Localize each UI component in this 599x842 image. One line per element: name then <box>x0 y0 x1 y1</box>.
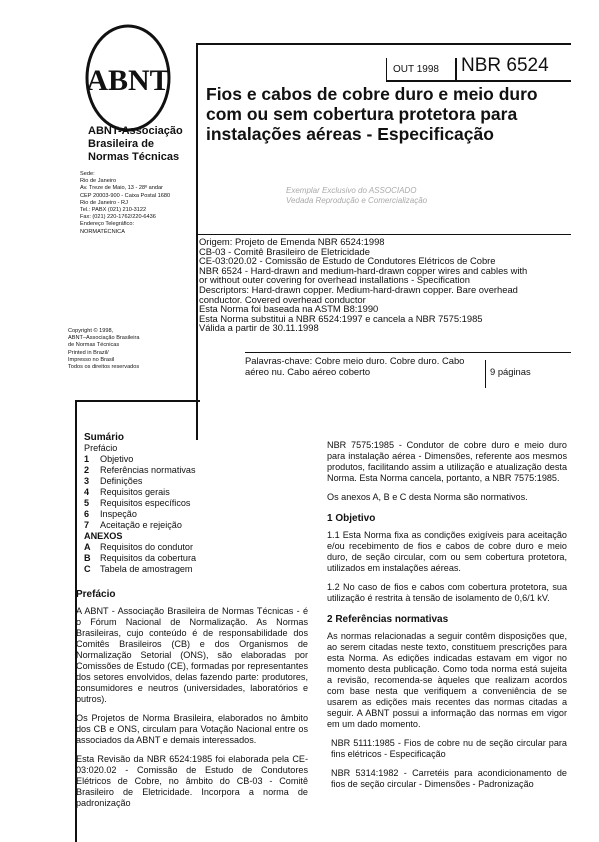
origem-line: or without outer covering for overhead installations - Specification <box>199 274 470 286</box>
sede-line: NORMATÉCNICA <box>80 228 125 235</box>
origem-block <box>199 237 569 333</box>
toc-item <box>84 564 308 575</box>
frame-top-line <box>196 43 571 45</box>
origem-line: Válida a partir de 30.11.1998 <box>199 322 319 334</box>
sede-block <box>80 171 205 236</box>
toc-number: B <box>84 553 91 563</box>
sede-line: Sede: <box>80 171 95 177</box>
origem-line: Origem: Projeto de Emenda NBR 6524:1998 <box>199 236 385 247</box>
norm-code: NBR 6524 <box>461 55 549 76</box>
summary-title: Sumário <box>84 432 125 443</box>
annexes-list <box>84 542 308 575</box>
page-count: 9 páginas <box>490 366 531 377</box>
toc-item <box>84 465 308 476</box>
body-frame-line <box>75 400 200 402</box>
objetivo-paragraph: 1.1 Esta Norma fixa as condições exigíveis para aceitação e/ou recebimento de fios e cabos de cobre duro e meio duro, de seção circular, com ou sem cobertura protetora, utilizados em instalações aéreas. <box>327 530 567 573</box>
toc-label: Inspeção <box>100 509 137 519</box>
toc-number: 7 <box>84 520 90 530</box>
copyright-line: Impresso no Brasil <box>68 356 115 363</box>
preface-paragraph: A ABNT - Associação Brasileira de Normas Técnicas - é o Fórum Nacional de Normalização. As Normas Brasileiras, cujo conteúdo é de responsabilidade dos Comitês Brasileiros (CB) e dos Organismos de Normalização Setorial (ONS), são elaboradas por Comissões de Estudo (CE), formadas por representantes dos setores envolvidos, delas fazendo parte: produtores, consumidores e neutros (universidades, laboratórios e outros). <box>76 606 308 704</box>
keywords-divider <box>245 352 571 353</box>
origem-line: NBR 6524 - Hard-drawn and medium-hard-drawn copper wires and cables with <box>199 264 528 276</box>
summary-list <box>84 454 308 531</box>
toc-label: Tabela de amostragem <box>100 564 193 574</box>
sede-line: Rio de Janeiro <box>80 178 117 185</box>
toc-number: 3 <box>84 476 90 486</box>
toc-item <box>84 520 308 531</box>
toc-label: Requisitos específicos <box>100 498 191 508</box>
watermark-stamp <box>286 186 486 206</box>
toc-item <box>84 553 308 564</box>
toc-number: 1 <box>84 454 90 464</box>
association-name: ABNT-Associação Brasileira de Normas Técnicas <box>88 125 183 163</box>
reference-item: NBR 5314:1982 - Carretéis para acondicionamento de fios de seção circular - Dimensões - Padronização <box>331 768 567 789</box>
sede-line: Fax: (021) 220-1762/220-6436 <box>80 214 156 221</box>
origem-line: CB-03 - Comitê Brasileiro de Eletricidade <box>199 245 370 257</box>
origem-line: CE-03:020.02 - Comissão de Estudo de Condutores Elétricos de Cobre <box>199 255 496 267</box>
reference-item: NBR 5111:1985 - Fios de cobre nu de seção circular para fins elétricos - Especificação <box>331 738 567 759</box>
sede-line: Tel.: PABX (021) 210-3122 <box>80 207 147 214</box>
stamp-line: Exemplar Exclusivo do ASSOCIADO <box>286 186 417 195</box>
copyright-line: Copyright © 1998, <box>68 328 114 334</box>
toc-item <box>84 476 308 487</box>
toc-label: Objetivo <box>100 454 134 464</box>
annexes-title: ANEXOS <box>84 531 123 541</box>
toc-label: Requisitos da cobertura <box>100 553 197 563</box>
toc-number: C <box>84 564 91 574</box>
preface-paragraph: Os Projetos de Norma Brasileira, elaborados no âmbito dos CB e ONS, circulam para Votação Nacional entre os associados da ABNT e demais interessados. <box>76 713 308 745</box>
toc-item <box>84 509 308 520</box>
document-title: Fios e cabos de cobre duro e meio duro com ou sem cobertura protetora para instalações aéreas - Especificação <box>206 84 538 144</box>
toc-label: Requisitos do condutor <box>100 542 194 552</box>
section-referencias-title: 2 Referências normativas <box>327 614 449 625</box>
origem-line: conductor. Covered overhead conductor <box>199 293 366 305</box>
origem-line: Esta Norma foi baseada na ASTM B8:1990 <box>199 303 379 315</box>
toc-item <box>84 487 308 498</box>
sede-line: Av. Treze de Maio, 13 - 28º andar <box>80 185 163 192</box>
toc-label: Definições <box>100 476 143 486</box>
intro-paragraph: NBR 7575:1985 - Condutor de cobre duro e meio duro para instalação aérea - Dimensões, referente aos mesmos produtos, facilitando assim a utilização e atualização desta Norma. Esta Norma cancela, portanto, a NBR 7575:1985. <box>327 440 567 483</box>
toc-label: Requisitos gerais <box>100 487 170 497</box>
keywords: Palavras-chave: Cobre meio duro. Cobre duro. Cabo aéreo nu. Cabo aéreo coberto <box>245 355 465 377</box>
origem-divider <box>196 234 571 235</box>
separator <box>485 360 486 388</box>
toc-number: 5 <box>84 498 90 508</box>
right-column <box>327 440 567 798</box>
summary-preface: Prefácio <box>84 443 118 453</box>
left-column <box>76 432 308 817</box>
sede-line: Rio de Janeiro - RJ <box>80 199 128 206</box>
toc-label: Referências normativas <box>100 465 196 475</box>
stamp-line: Vedada Reprodução e Comercialização <box>286 196 428 205</box>
toc-item <box>84 542 308 553</box>
origem-line: Descriptors: Hard-drawn copper. Medium-hard-drawn copper. Bare overhead <box>199 283 518 295</box>
preface-paragraph: Esta Revisão da NBR 6524:1985 foi elaborada pela CE-03:020.02 - Comissão de Estudo de Condutores Elétricos de Cobre, no âmbito do CB-03 - Comitê Brasileiro de Eletricidade. Incorpora a norma de padronização <box>76 754 308 808</box>
copyright-line: Printed in Brazil/ <box>68 349 109 356</box>
separator <box>386 58 387 82</box>
copyright-line: ABNT–Associação Brasileira <box>68 335 140 342</box>
toc-number: A <box>84 542 91 552</box>
logo-text: ABNT <box>86 64 170 97</box>
reference-underline <box>386 80 571 82</box>
copyright-line: de Normas Técnicas <box>68 342 120 349</box>
referencias-paragraph: As normas relacionadas a seguir contêm disposições que, ao serem citadas neste texto, constituem prescrições para esta Norma. As edições indicadas estavam em vigor no momento desta publicação. Como toda norma está sujeita a revisão, recomenda-se àqueles que realizam acordos com base nesta que verifiquem a conveniência de se usarem as edições mais recentes das normas citadas a seguir. A ABNT possui a informação das normas em vigor em um dado momento. <box>327 631 567 729</box>
sede-line: Endereço Telegráfico: <box>80 221 135 228</box>
toc-number: 6 <box>84 509 90 519</box>
frame-left-line <box>196 43 198 440</box>
toc-item <box>84 498 308 509</box>
publication-date: OUT 1998 <box>393 64 439 75</box>
section-objetivo-title: 1 Objetivo <box>327 513 376 524</box>
annexes-note: Os anexos A, B e C desta Norma são normativos. <box>327 492 528 502</box>
origem-line: Esta Norma substitui a NBR 6524:1997 e cancela a NBR 7575:1985 <box>199 312 483 324</box>
copyright-block <box>68 328 188 371</box>
copyright-line: Todos os direitos reservados <box>68 364 140 371</box>
toc-number: 4 <box>84 487 90 497</box>
toc-number: 2 <box>84 465 90 475</box>
separator <box>455 58 457 82</box>
objetivo-paragraph: 1.2 No caso de fios e cabos com cobertura protetora, sua utilização é restrita à tensão de isolamento de 0,6/1 kV. <box>327 582 567 603</box>
abnt-logo <box>85 24 171 132</box>
toc-item <box>84 454 308 465</box>
sede-line: CEP 20003-900 - Caixa Postal 1680 <box>80 192 171 199</box>
preface-text <box>76 606 308 809</box>
toc-label: Aceitação e rejeição <box>100 520 182 530</box>
preface-title: Prefácio <box>76 589 116 600</box>
